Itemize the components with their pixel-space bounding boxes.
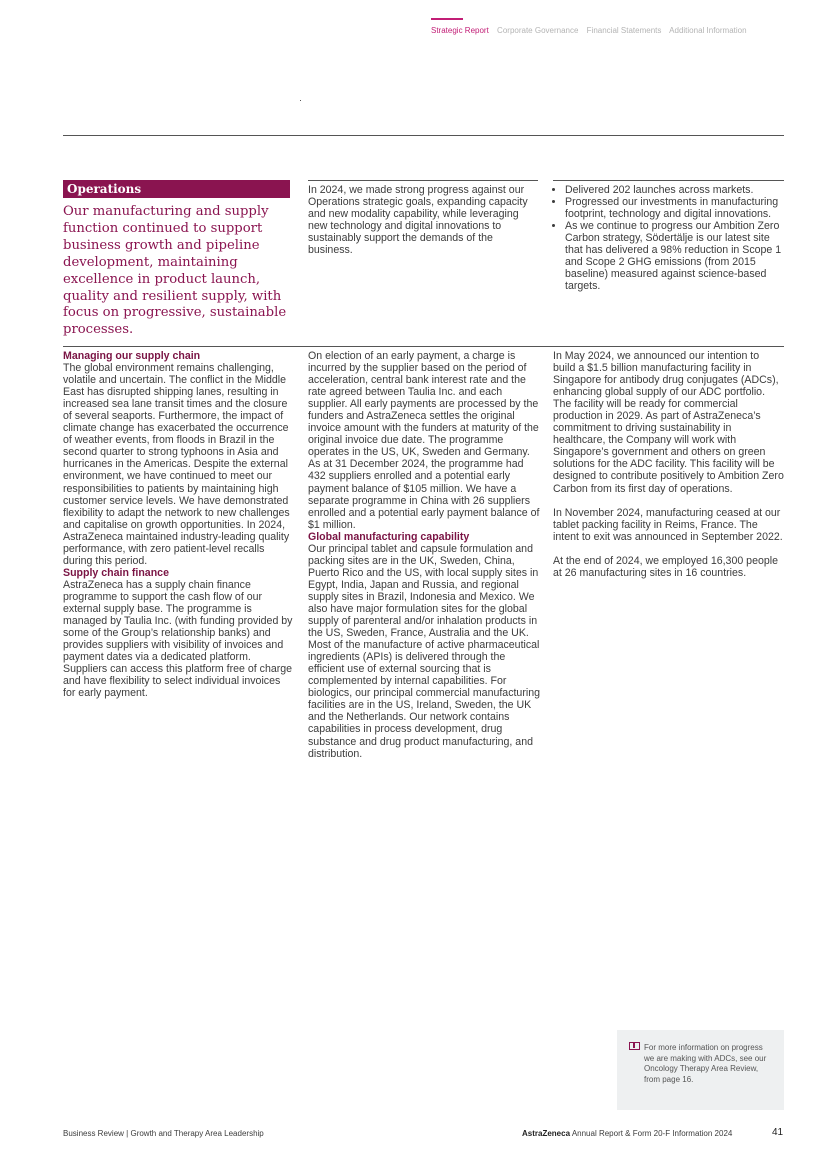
book-icon (629, 1042, 640, 1050)
intro-divider-middle (308, 180, 538, 181)
finance-text: AstraZeneca has a supply chain finance programme to support the cash flow of our external supply base. The programme is managed by Taulia Inc. (with funding provided by some of the Group’s relationship banks) and provides suppliers with visibility of invoices and payment dates via a dedicated platform. Suppliers can access this platform free of charge and have flexibility to select individual invoices for early payment. (63, 578, 293, 700)
early-payment-text: On election of an early payment, a charge is incurred by the supplier based on the period of acceleration, central bank interest rate and the rate agreed between Taulia Inc. and each supplier. All early payments are processed by the funders and AstraZeneca settles the original invoice amount with the funders at maturity of the original invoice due date. The programme operates in the US, UK, Sweden and Germany. As at 31 December 2024, the programme had 432 suppliers enrolled and a potential early payment balance of $105 million. We have a separate programme in China with 26 suppliers enrolled and a potential early payment balance of $1 million. (308, 350, 540, 531)
operations-lead: Our manufacturing and supply function continued to support business growth and pipeline development, maintaining excellence in product launch, quality and resilient supply, with focus on progressive, sustainable processes. (63, 204, 287, 338)
footer-breadcrumb (63, 1129, 264, 1138)
highlights-list (553, 184, 784, 292)
highlight-item: • Progressed our investments in manufacturing footprint, technology and digital innovations. (565, 196, 784, 220)
highlight-item: • Delivered 202 launches across markets. (565, 184, 784, 196)
nav-strategic-report[interactable]: Strategic Report (431, 26, 489, 35)
operations-intro-text: In 2024, we made strong progress against our Operations strategic goals, expanding capacity and new modality capability, while leveraging new technology and digital innovations to sustainably support the demands of the business. (308, 184, 528, 257)
operations-label: Operations (63, 180, 290, 198)
supply-chain-text: The global environment remains challenging, volatile and uncertain. The conflict in the Middle East has disrupted shipping lanes, resulting in increased sea lane transit times and the closure of several seaports. Furthermore, the impact of climate change has exacerbated the occurrence of weather events, from floods in Brazil in the second quarter to strong typhoons in Asia and hurricanes in the Americas. Despite the external environment, we have continued to meet our responsibilities to patients by maintaining high customer service levels. We have demonstrated flexibility to adapt the network to new challenges and capitalise on growth opportunities. In 2024, AstraZeneca maintained industry-leading quality performance, with zero patient-level recalls during this period. (63, 362, 290, 567)
reims-text: In November 2024, manufacturing ceased at our tablet packing facility in Reims, France. The intent to exit was announced in September 2022. (553, 506, 783, 543)
footer-separator: | (126, 1129, 129, 1138)
operations-intro (308, 184, 538, 256)
global-manufacturing-text: Our principal tablet and capsule formulation and packing sites are in the UK, Sweden, China, Puerto Rico and the US, with local supply sites in Egypt, India, Japan and Russia, and regional supply sites in Brazil, Indonesia and Mexico. We also have major formulation sites for the global supply of parenteral and/or inhalation products in the US, Sweden, France, Australia and the UK. Most of the manufacture of active pharmaceutical ingredients (APIs) is delivered through the efficient use of external sourcing that is complemented by internal capabilities. For biologics, our principal commercial manufacturing facilities are in the US, Ireland, Sweden, the UK and the Netherlands. Our network contains capabilities in process development, drug substance and drug product manufacturing, and distribution. (308, 542, 540, 760)
operations-highlights (553, 184, 784, 292)
nav-financial-statements[interactable]: Financial Statements (586, 26, 662, 35)
page-number: 41 (772, 1127, 784, 1138)
footer-brand: AstraZeneca (522, 1129, 571, 1138)
highlight-item: • As we continue to progress our Ambition Zero Carbon strategy, Södertälje is our latest site that has delivered a 98% reduction in Scope 1 and Scope 2 GHG emissions (from 2015 baseline) measured against science-based targets. (565, 220, 784, 292)
footer-section[interactable]: Business Review (63, 1129, 124, 1138)
body-column-2 (308, 350, 540, 760)
employees-text: At the end of 2024, we employed 16,300 people at 26 manufacturing sites in 16 countries. (553, 554, 778, 579)
body-divider (63, 346, 784, 347)
footer-report: Annual Report & Form 20-F Information 2024 (571, 1129, 733, 1138)
singapore-text: In May 2024, we announced our intention to build a $1.5 billion manufacturing facility in Singapore for antibody drug conjugates (ADCs), enhancing global supply of our ADC portfolio. The facility will be ready for commercial production in 2029. As part of AstraZeneca’s commitment to driving sustainability in healthcare, the Company will work with Singapore’s government and others on green solutions for the ADC facility. This facility will be designed to contribute positively to Ambition Zero Carbon from its first day of operations. (553, 350, 784, 495)
info-callout (617, 1030, 784, 1110)
header-divider (63, 135, 784, 136)
nav-additional-information[interactable]: Additional Information (669, 26, 747, 35)
stray-dot (300, 100, 301, 101)
body-column-3 (553, 350, 784, 579)
info-callout-text: For more information on progress we are making with ADCs, see our Oncology Therapy Area Review, from page 16. (644, 1043, 767, 1084)
footer-report-title (522, 1129, 732, 1138)
section-nav (431, 26, 753, 35)
intro-divider-right (553, 180, 784, 181)
nav-corporate-governance[interactable]: Corporate Governance (497, 26, 579, 35)
global-manufacturing-heading: Global manufacturing capability (308, 530, 470, 543)
supply-chain-heading: Managing our supply chain (63, 350, 201, 362)
body-column-1 (63, 350, 293, 699)
finance-heading: Supply chain finance (63, 566, 169, 579)
footer-subsection[interactable]: Growth and Therapy Area Leadership (130, 1129, 264, 1138)
